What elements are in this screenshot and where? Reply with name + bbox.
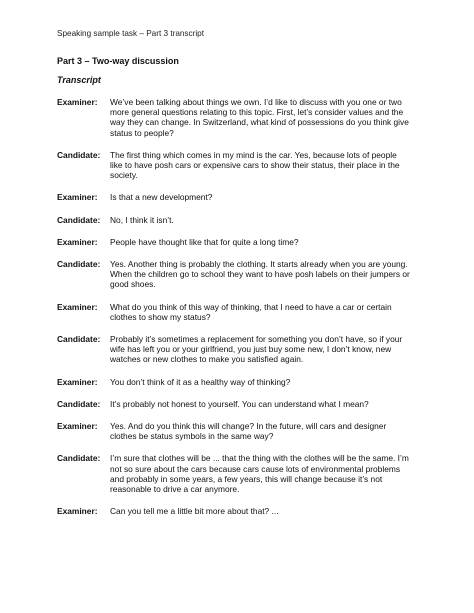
- utterance-text: You don’t think of it as a healthy way of thinking?: [110, 376, 291, 387]
- part-title: Part 3 – Two-way discussion: [57, 56, 179, 66]
- utterance-text: It’s probably not honest to yourself. You can understand what I mean?: [110, 398, 369, 409]
- speaker-label: Candidate:: [57, 453, 101, 464]
- utterance-text: Yes. Another thing is probably the clothing. It starts already when you are young. When the children go to school they want to have posh labels on their jumpers or good shoes.: [110, 259, 410, 290]
- transcript-turn: [57, 259, 429, 290]
- speaker-label: Candidate:: [57, 334, 101, 345]
- speaker-label: Candidate:: [57, 259, 101, 270]
- transcript-turn: [57, 192, 429, 202]
- speaker-label: Examiner:: [57, 506, 98, 517]
- utterance-text: No, I think it isn’t.: [110, 214, 174, 225]
- transcript-turn: [57, 302, 429, 322]
- utterance-text: Can you tell me a little bit more about that? ...: [110, 506, 279, 517]
- utterance-text: We’ve been talking about things we own. I’d like to discuss with you one or two more general questions relating to this topic. First, let’s consider values and the way they can change. In Switzerland, what kind of possessions do you think give status to people?: [110, 97, 409, 138]
- speaker-label: Examiner:: [57, 301, 98, 312]
- speaker-label: Examiner:: [57, 192, 98, 203]
- transcript-turn: [57, 215, 429, 225]
- transcript-turn: [57, 453, 429, 494]
- speaker-label: Examiner:: [57, 97, 98, 107]
- transcript-turn: [57, 421, 429, 441]
- speaker-label: Examiner:: [57, 236, 98, 247]
- transcript-label: Transcript: [57, 75, 101, 85]
- speaker-label: Examiner:: [57, 421, 98, 432]
- transcript-turn: [57, 334, 429, 365]
- speaker-label: Examiner:: [57, 376, 98, 387]
- transcript-turn: [57, 97, 429, 138]
- transcript-turn: [57, 506, 429, 516]
- transcript-turn: [57, 377, 429, 387]
- transcript-turns: [57, 97, 429, 528]
- utterance-text: Probably it’s sometimes a replacement for something you don’t have, so if your wife has left you or your girlfriend, you just buy some new, I don’t know, new watches or new clothes to make you satisfied again.: [110, 334, 403, 365]
- utterance-text: I’m sure that clothes will be ... that the thing with the clothes will be the same. I’m not so sure about the cars because cars cause lots of environmental problems and probably in some years, a few years, this will change because it’s not reasonable to drive a car anymore.: [110, 453, 409, 495]
- speaker-label: Candidate:: [57, 214, 101, 225]
- utterance-text: People have thought like that for quite a long time?: [110, 236, 299, 247]
- utterance-text: Is that a new development?: [110, 192, 213, 203]
- utterance-text: Yes. And do you think this will change? In the future, will cars and designer clothes be status symbols in the same way?: [110, 421, 387, 442]
- transcript-turn: [57, 150, 429, 181]
- speaker-label: Candidate:: [57, 398, 101, 409]
- utterance-text: What do you think of this way of thinking, that I need to have a car or certain clothes to show my status?: [110, 301, 392, 322]
- speaker-label: Candidate:: [57, 149, 101, 160]
- transcript-turn: [57, 237, 429, 247]
- transcript-turn: [57, 399, 429, 409]
- page-header: Speaking sample task – Part 3 transcript: [57, 29, 204, 38]
- utterance-text: The first thing which comes in my mind is the car. Yes, because lots of people like to have posh cars or expensive cars to show their status, their place in the society.: [110, 149, 400, 181]
